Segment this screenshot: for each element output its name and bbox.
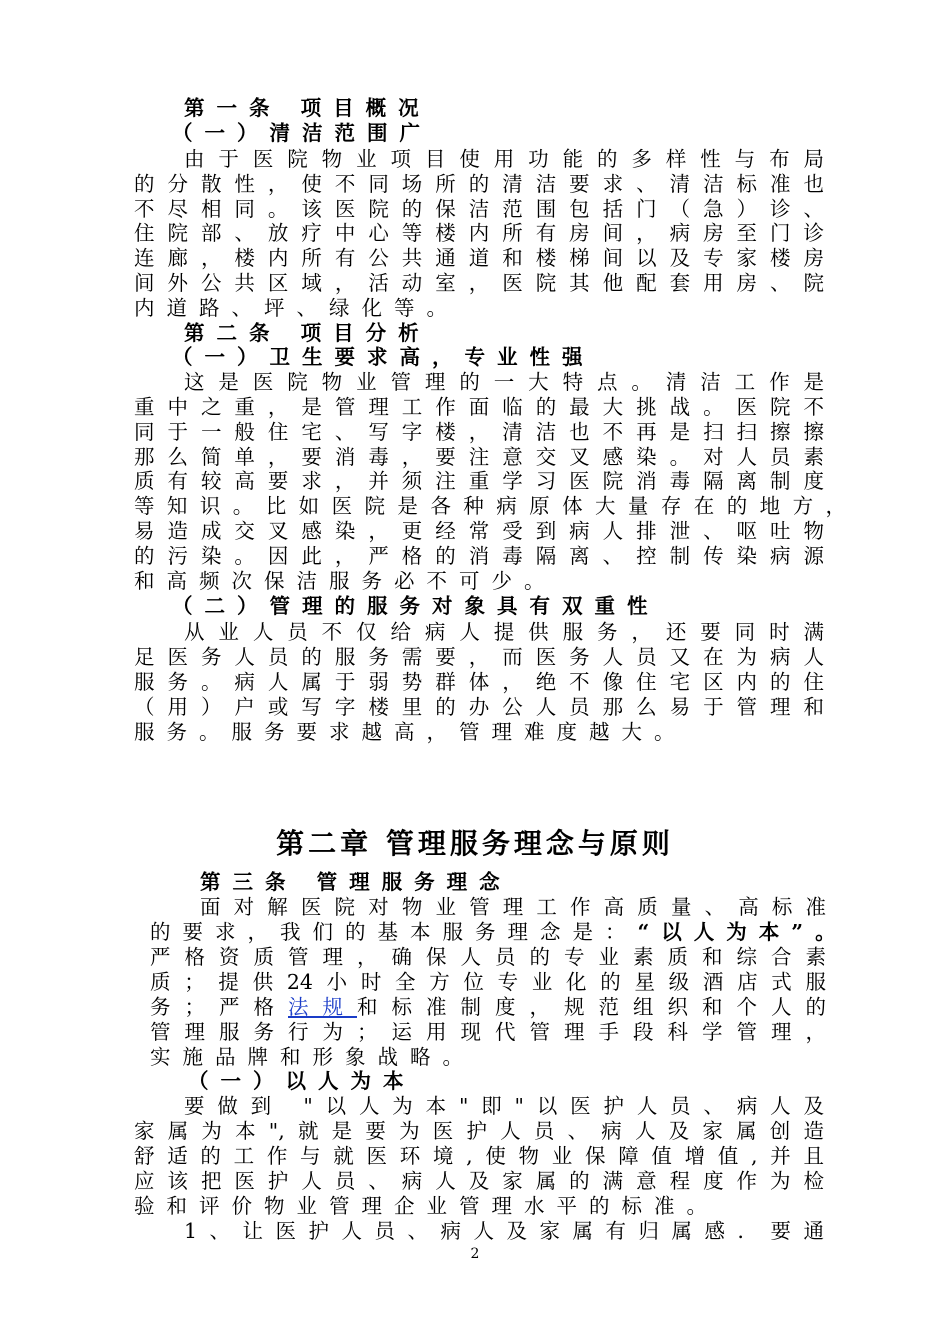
page-number: 2 — [470, 1246, 480, 1262]
paragraph-line: 1、让医护人员、病人及家属有归属感．要通 — [184, 1219, 824, 1243]
paragraph-text: 务；严格 — [150, 995, 288, 1019]
paragraph-line: 从业人员不仅给病人提供服务，还要同时满 — [184, 620, 824, 644]
paragraph-line: 家属为本",就是要为医护人员、病人及家属创造 — [134, 1119, 824, 1143]
subsection-title: （一）卫生要求高，专业性强 — [172, 345, 595, 369]
subsection-title: （二）管理的服务对象具有双重性 — [172, 594, 660, 618]
paragraph-line: 严格资质管理，确保人员的专业素质和综合素 — [150, 945, 826, 969]
paragraph-line: 质有较高要求，并须注重学习医院消毒隔离制度 — [134, 469, 824, 493]
paragraph-line: 的污染。因此，严格的消毒隔离、控制传染病源 — [134, 544, 824, 568]
paragraph-line: 等知识。比如医院是各种病原体大量存在的地方， — [134, 494, 846, 518]
paragraph-line: 足医务人员的服务需要，而医务人员又在为病人 — [134, 645, 824, 669]
paragraph-line: 由于医院物业项目使用功能的多样性与布局 — [184, 147, 824, 171]
paragraph-line: 服务。服务要求越高，管理难度越大。 — [134, 720, 687, 744]
section-title: 第三条 管理服务理念 — [200, 870, 512, 894]
paragraph-line: 同于一般住宅、写字楼，清洁也不再是扫扫擦擦 — [134, 420, 824, 444]
paragraph-line: 不尽相同。该医院的保洁范围包括门（急）诊、 — [134, 197, 824, 221]
paragraph-line: 舒适的工作与就医环境,使物业保障值增值,并且 — [134, 1144, 824, 1168]
paragraph-line — [150, 920, 848, 944]
paragraph-line: 要做到 "以人为本"即"以医护人员、病人及 — [184, 1094, 824, 1118]
paragraph-line: 那么简单，要消毒，要注意交叉感染。对人员素 — [134, 445, 824, 469]
subsection-title: （一）清洁范围广 — [172, 121, 432, 145]
paragraph-line: 这是医院物业管理的一大特点。清洁工作是 — [184, 370, 824, 394]
paragraph-line: 实施品牌和形象战略。 — [150, 1045, 475, 1069]
paragraph-line: 的分散性，使不同场所的清洁要求、清洁标准也 — [134, 172, 824, 196]
regulation-link[interactable]: 法规 — [288, 995, 357, 1019]
paragraph-line: 验和评价物业管理企业管理水平的标准。 — [134, 1194, 719, 1218]
paragraph-line: 和高频次保洁服务必不可少。 — [134, 569, 557, 593]
paragraph-line: 重中之重，是管理工作面临的最大挑战。医院不 — [134, 395, 824, 419]
paragraph-text: 和标准制度，规范组织和个人的 — [357, 995, 826, 1019]
paragraph-line: 内道路、坪、绿化等。 — [134, 296, 459, 320]
paragraph-line: 管理服务行为；运用现代管理手段科学管理， — [150, 1020, 826, 1044]
paragraph-text: 的要求，我们的基本服务理念是： — [150, 920, 638, 944]
section-title: 第一条 项目概况 — [184, 96, 431, 120]
paragraph-line: 质；提供24小时全方位专业化的星级酒店式服 — [150, 970, 826, 994]
subsection-title: （一）以人为本 — [188, 1069, 416, 1093]
section-title: 第二条 项目分析 — [184, 321, 431, 345]
paragraph-line: 应该把医护人员、病人及家属的满意程度作为检 — [134, 1169, 824, 1193]
paragraph-line: 连廊，楼内所有公共通道和楼梯间以及专家楼房 — [134, 246, 824, 270]
paragraph-line: 面对解医院对物业管理工作高质量、高标准 — [200, 895, 826, 919]
motto-text: “以人为本”。 — [637, 920, 848, 944]
paragraph-line: 易造成交叉感染，更经常受到病人排泄、呕吐物 — [134, 519, 824, 543]
paragraph-line: （用）户或写字楼里的办公人员那么易于管理和 — [134, 695, 824, 719]
paragraph-line: 服务。病人属于弱势群体，绝不像住宅区内的住 — [134, 670, 824, 694]
paragraph-line: 住院部、放疗中心等楼内所有房间，病房至门诊 — [134, 221, 824, 245]
paragraph-line — [150, 995, 826, 1019]
paragraph-line: 间外公共区域，活动室，医院其他配套用房、院 — [134, 271, 824, 295]
chapter-title: 第二章 管理服务理念与原则 — [276, 827, 674, 860]
